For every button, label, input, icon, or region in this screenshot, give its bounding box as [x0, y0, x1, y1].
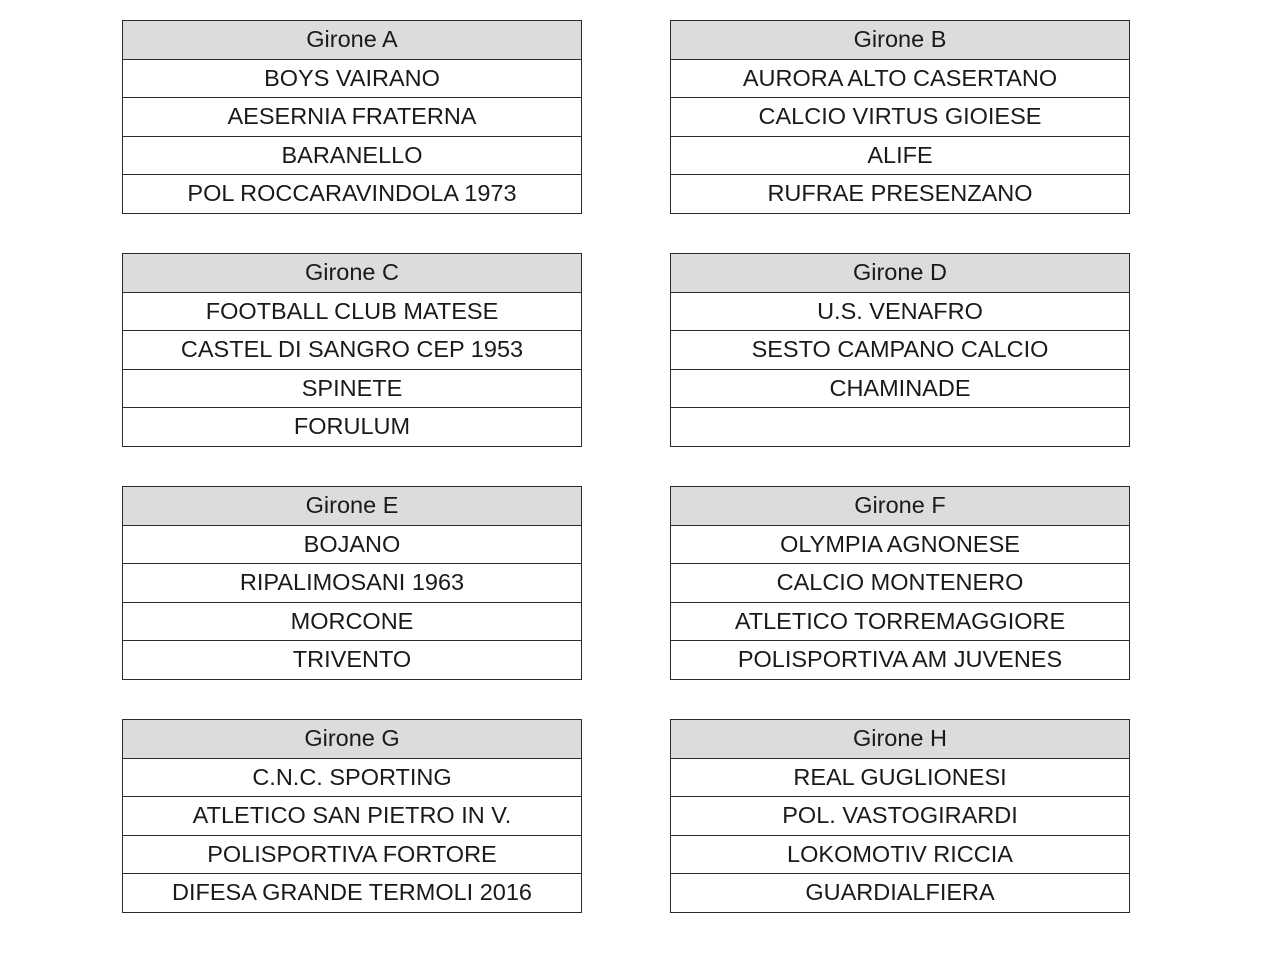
team-cell: CASTEL DI SANGRO CEP 1953: [123, 331, 582, 370]
group-title: Girone H: [671, 720, 1130, 759]
team-cell: BOJANO: [123, 525, 582, 564]
team-cell: GUARDIALFIERA: [671, 874, 1130, 913]
team-cell: CHAMINADE: [671, 369, 1130, 408]
team-cell: POLISPORTIVA AM JUVENES: [671, 641, 1130, 680]
group-table-h: [670, 719, 1130, 913]
group-title: Girone G: [123, 720, 582, 759]
group-title: Girone E: [123, 487, 582, 526]
team-cell: DIFESA GRANDE TERMOLI 2016: [123, 874, 582, 913]
team-cell: ATLETICO SAN PIETRO IN V.: [123, 797, 582, 836]
team-cell: CALCIO VIRTUS GIOIESE: [671, 98, 1130, 137]
group-title: Girone B: [671, 21, 1130, 60]
group-title: Girone F: [671, 487, 1130, 526]
team-cell: LOKOMOTIV RICCIA: [671, 835, 1130, 874]
team-cell: BOYS VAIRANO: [123, 59, 582, 98]
group-table-c: [122, 253, 582, 447]
group-table-a: [122, 20, 582, 214]
team-cell: RUFRAE PRESENZANO: [671, 175, 1130, 214]
team-cell: SPINETE: [123, 369, 582, 408]
team-cell: POLISPORTIVA FORTORE: [123, 835, 582, 874]
team-cell: ATLETICO TORREMAGGIORE: [671, 602, 1130, 641]
team-cell: TRIVENTO: [123, 641, 582, 680]
team-cell: AESERNIA FRATERNA: [123, 98, 582, 137]
group-title: Girone C: [123, 254, 582, 293]
team-cell: SESTO CAMPANO CALCIO: [671, 331, 1130, 370]
group-table-d: [670, 253, 1130, 447]
team-cell: FORULUM: [123, 408, 582, 447]
team-cell: OLYMPIA AGNONESE: [671, 525, 1130, 564]
team-cell: RIPALIMOSANI 1963: [123, 564, 582, 603]
team-cell: MORCONE: [123, 602, 582, 641]
team-cell: BARANELLO: [123, 136, 582, 175]
team-cell: ALIFE: [671, 136, 1130, 175]
team-cell: U.S. VENAFRO: [671, 292, 1130, 331]
group-table-g: [122, 719, 582, 913]
group-title: Girone A: [123, 21, 582, 60]
group-title: Girone D: [671, 254, 1130, 293]
group-table-f: [670, 486, 1130, 680]
team-cell-empty: [671, 408, 1130, 447]
team-cell: POL. VASTOGIRARDI: [671, 797, 1130, 836]
team-cell: C.N.C. SPORTING: [123, 758, 582, 797]
team-cell: REAL GUGLIONESI: [671, 758, 1130, 797]
team-cell: FOOTBALL CLUB MATESE: [123, 292, 582, 331]
team-cell: CALCIO MONTENERO: [671, 564, 1130, 603]
team-cell: POL ROCCARAVINDOLA 1973: [123, 175, 582, 214]
team-cell: AURORA ALTO CASERTANO: [671, 59, 1130, 98]
group-table-e: [122, 486, 582, 680]
group-table-b: [670, 20, 1130, 214]
